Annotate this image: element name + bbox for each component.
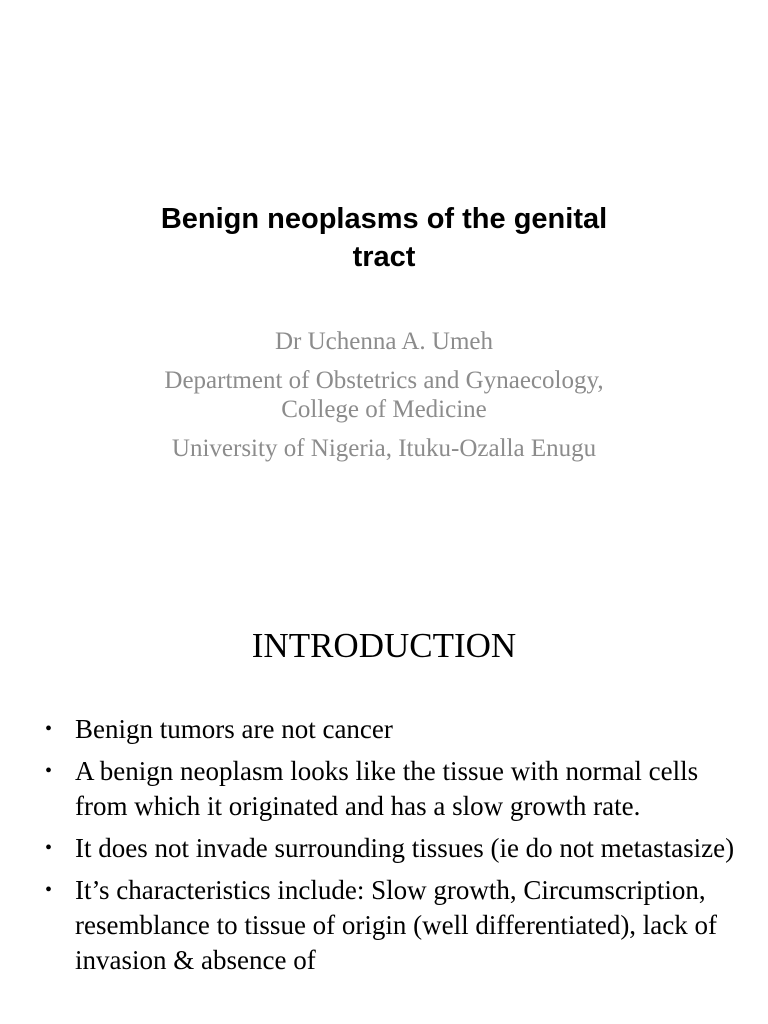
- university-name: University of Nigeria, Ituku-Ozalla Enugu: [171, 435, 597, 462]
- introduction-slide: [0, 540, 768, 1024]
- bullet-icon: •: [45, 760, 53, 782]
- bullet-icon: •: [45, 879, 53, 901]
- section-heading: INTRODUCTION: [251, 626, 517, 665]
- author-name: Dr Uchenna A. Umeh: [275, 328, 493, 355]
- bullet-item: [45, 831, 735, 866]
- department-line-2: College of Medicine: [281, 396, 487, 423]
- bullet-item: [45, 712, 735, 747]
- bullet-icon: •: [45, 837, 53, 859]
- bullet-text: Benign tumors are not cancer: [75, 714, 393, 744]
- slide-title-line-1: Benign neoplasms of the genital: [160, 203, 608, 235]
- bullet-list: [45, 712, 735, 985]
- bullet-text: A benign neoplasm looks like the tissue with normal cells from which it originated and has a slow growth rate.: [75, 756, 699, 821]
- bullet-item: [45, 754, 735, 824]
- department-line-1: Department of Obstetrics and Gynaecology,: [164, 367, 604, 394]
- bullet-icon: •: [45, 718, 53, 740]
- bullet-text: It’s characteristics include: Slow growth, Circumscription, resemblance to tissue of origin (well differentiated), lack of invasion & absence of: [75, 875, 718, 975]
- bullet-item: [45, 873, 735, 978]
- bullet-text: It does not invade surrounding tissues (ie do not metastasize): [75, 833, 735, 863]
- slide-title-line-2: tract: [352, 241, 416, 273]
- slide-title: [0, 200, 768, 276]
- slide-subtitle: [0, 327, 768, 463]
